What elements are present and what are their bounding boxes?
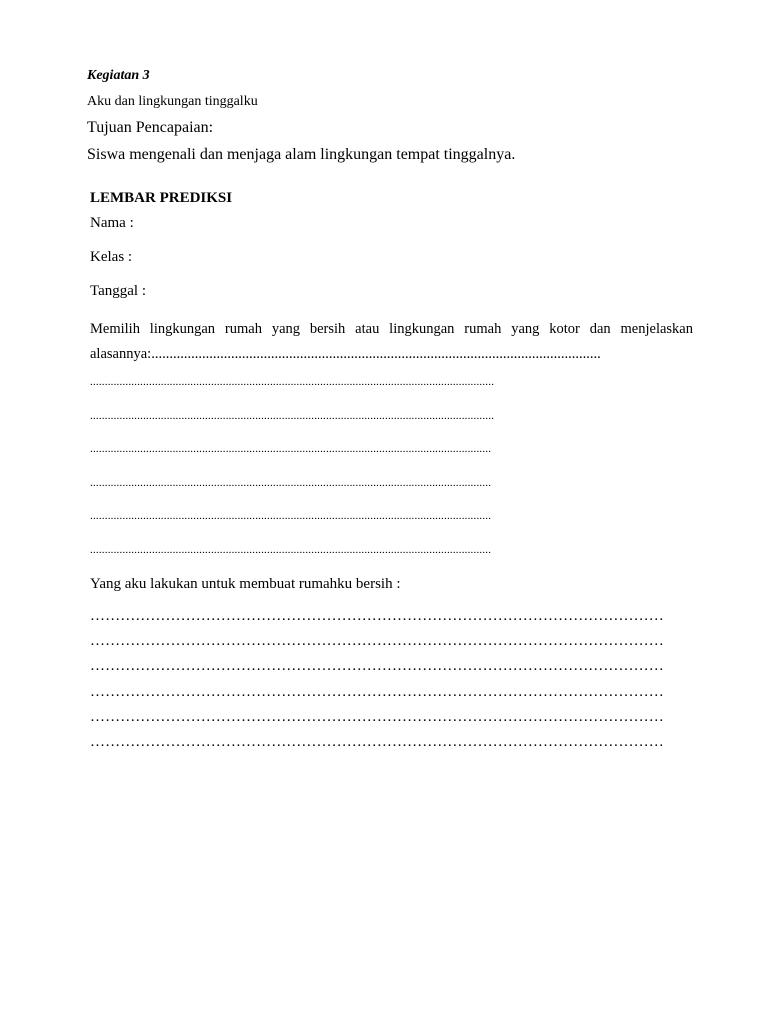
action-line: …………………………………………………………………………………………………… (90, 710, 664, 725)
question-line-1: Memilih lingkungan rumah yang bersih atau lingkungan rumah yang kotor dan menjelaskan (90, 321, 693, 337)
action-line: …………………………………………………………………………………………………… (90, 659, 664, 674)
date-label: Tanggal : (90, 283, 147, 299)
goal-heading: Tujuan Pencapaian: (87, 119, 214, 136)
action-line: …………………………………………………………………………………………………… (90, 735, 664, 750)
question-line-2: alasannya:............................................................................................................................ (90, 346, 601, 362)
activity-subtitle: Aku dan lingkungan tinggalku (87, 94, 258, 109)
sheet-title: LEMBAR PREDIKSI (90, 190, 233, 206)
goal-text: Siswa mengenali dan menjaga alam lingkungan tempat tinggalnya. (87, 146, 516, 163)
action-line: …………………………………………………………………………………………………… (90, 634, 664, 649)
activity-title: Kegiatan 3 (87, 68, 150, 83)
action-line: …………………………………………………………………………………………………… (90, 609, 664, 624)
action-line: …………………………………………………………………………………………………… (90, 685, 664, 700)
answer-line: ......................................................................................................................................... (90, 411, 495, 422)
answer-line: ........................................................................................................................................ (90, 478, 492, 489)
action-label: Yang aku lakukan untuk membuat rumahku bersih : (90, 576, 401, 592)
class-label: Kelas : (90, 249, 133, 265)
answer-line: ........................................................................................................................................ (90, 444, 492, 455)
question-paragraph (90, 317, 693, 367)
name-label: Nama : (90, 215, 134, 231)
answer-line: ........................................................................................................................................ (90, 511, 492, 522)
answer-line: ......................................................................................................................................... (90, 377, 495, 388)
answer-line: ........................................................................................................................................ (90, 545, 492, 556)
